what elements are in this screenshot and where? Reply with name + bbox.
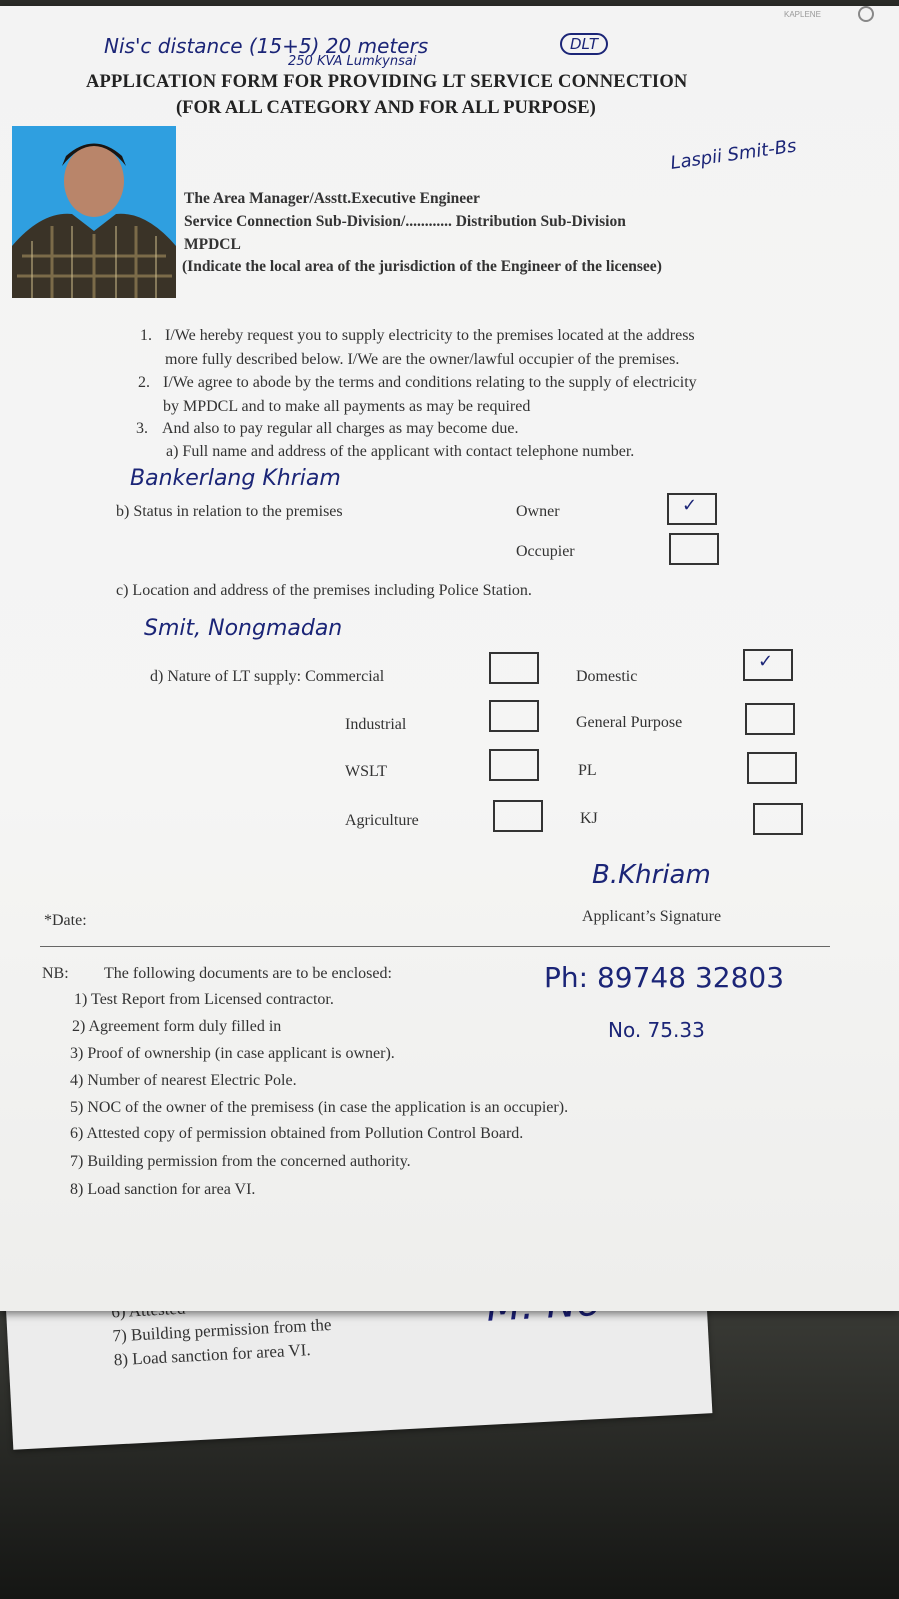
addressee-line-1: The Area Manager/Asstt.Executive Engineer xyxy=(184,190,480,207)
handwritten-note-2: 250 KVA Lumkynsai xyxy=(288,54,417,69)
agriculture-checkbox[interactable] xyxy=(493,800,543,832)
handwritten-code: DLT xyxy=(560,33,608,55)
corner-circle-icon xyxy=(858,6,874,22)
point-1-number: 1. xyxy=(140,327,152,344)
item-b-label: b) Status in relation to the premises xyxy=(116,503,343,520)
industrial-checkbox[interactable] xyxy=(489,700,539,732)
under-doc-8: 8) Load sanction for area VI. xyxy=(113,1340,312,1370)
handwritten-premises: Smit, Nongmadan xyxy=(144,616,343,641)
applicant-photo xyxy=(12,126,176,298)
document-6: 6) Attested copy of permission obtained from Pollution Control Board. xyxy=(70,1125,524,1142)
handwritten-signature: B.Khriam xyxy=(592,860,711,890)
document-4: 4) Number of nearest Electric Pole. xyxy=(70,1072,297,1089)
addressee-line-3: MPDCL xyxy=(184,236,241,253)
point-2-number: 2. xyxy=(138,374,150,391)
point-2-line-2: by MPDCL and to make all payments as may be required xyxy=(163,398,531,415)
pl-label: PL xyxy=(578,762,597,779)
document-1: 1) Test Report from Licensed contractor. xyxy=(74,991,334,1008)
general-purpose-label: General Purpose xyxy=(576,714,683,731)
application-form-page xyxy=(0,6,899,1311)
divider-line xyxy=(40,946,830,947)
handwritten-number: No. 75.33 xyxy=(608,1018,705,1042)
wslt-label: WSLT xyxy=(345,763,388,780)
addressee-line-4: (Indicate the local area of the jurisdiction of the Engineer of the licensee) xyxy=(182,258,662,275)
commercial-checkbox[interactable] xyxy=(489,652,539,684)
form-subtitle: (FOR ALL CATEGORY AND FOR ALL PURPOSE) xyxy=(176,98,596,118)
item-c-label: c) Location and address of the premises including Police Station. xyxy=(116,582,532,599)
owner-label: Owner xyxy=(516,503,560,520)
agriculture-label: Agriculture xyxy=(345,812,419,829)
item-d-label: d) Nature of LT supply: Commercial xyxy=(150,668,385,685)
handwritten-note-1: Nis'c distance (15+5) 20 meters xyxy=(104,34,429,58)
pl-checkbox[interactable] xyxy=(747,752,797,784)
addressee-line-2: Service Connection Sub-Division/............ Distribution Sub-Division xyxy=(184,213,626,230)
under-doc-7: 7) Building permission from the xyxy=(112,1314,332,1346)
document-7: 7) Building permission from the concerned authority. xyxy=(70,1153,411,1170)
point-3-number: 3. xyxy=(136,420,148,437)
applicant-photo-image xyxy=(12,126,176,298)
header-mark: KAPLENE xyxy=(784,10,821,19)
point-1-line-1: I/We hereby request you to supply electricity to the premises located at the address xyxy=(165,327,695,344)
occupier-checkbox[interactable] xyxy=(669,533,719,565)
wslt-checkbox[interactable] xyxy=(489,749,539,781)
handwritten-right-notes: Laspii Smit-Bs xyxy=(669,135,798,174)
nb-intro: The following documents are to be enclosed: xyxy=(104,965,392,982)
point-2-line-1: I/We agree to abode by the terms and conditions relating to the supply of electricity xyxy=(163,374,697,391)
owner-check-mark: ✓ xyxy=(682,495,698,516)
industrial-label: Industrial xyxy=(345,716,407,733)
point-3-line-1: And also to pay regular all charges as may become due. xyxy=(162,420,519,437)
document-2: 2) Agreement form duly filled in xyxy=(72,1018,282,1035)
document-5: 5) NOC of the owner of the premisess (in case the application is an occupier). xyxy=(70,1099,569,1116)
document-3: 3) Proof of ownership (in case applicant is owner). xyxy=(70,1045,395,1062)
date-label: *Date: xyxy=(44,912,87,929)
point-1-line-2: more fully described below. I/We are the owner/lawful occupier of the premises. xyxy=(165,351,680,368)
handwritten-phone: Ph: 89748 32803 xyxy=(544,961,785,994)
occupier-label: Occupier xyxy=(516,543,575,560)
general-purpose-checkbox[interactable] xyxy=(745,703,795,735)
item-a-label: a) Full name and address of the applicant with contact telephone number. xyxy=(166,443,635,460)
form-title: APPLICATION FORM FOR PROVIDING LT SERVICE CONNECTION xyxy=(86,72,688,92)
document-8: 8) Load sanction for area VI. xyxy=(70,1181,256,1198)
nb-label: NB: xyxy=(42,965,69,982)
domestic-check-mark: ✓ xyxy=(758,651,774,672)
handwritten-applicant-name: Bankerlang Khriam xyxy=(130,466,341,491)
applicant-signature-label: Applicant’s Signature xyxy=(582,908,722,925)
domestic-label: Domestic xyxy=(576,668,638,685)
kj-label: KJ xyxy=(580,810,598,827)
kj-checkbox[interactable] xyxy=(753,803,803,835)
